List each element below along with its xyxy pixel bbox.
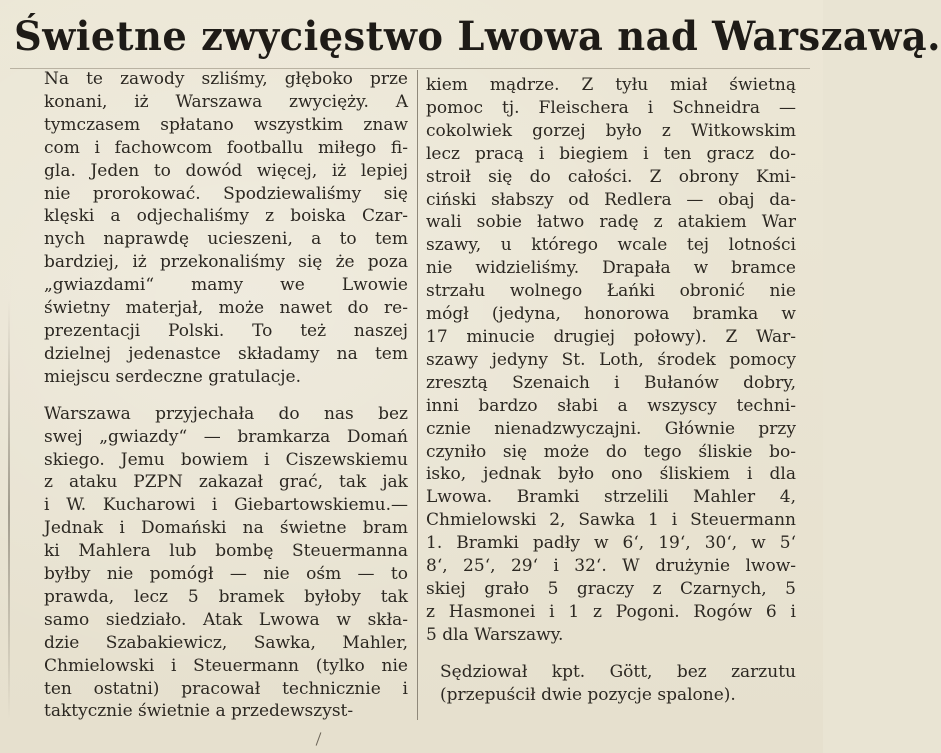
text-line: nych naprawdę ucieszeni, a to tem: [44, 229, 408, 250]
text-line: nie widzieliśmy. Drapała w bramce: [426, 258, 796, 279]
text-line: z ataku PZPN zakazał grać, tak jak: [44, 472, 408, 493]
text-line: inni bardzo słabi a wszyscy techni-: [426, 395, 796, 416]
text-line: swej „gwiazdy“ — bramkarza Domań: [44, 426, 408, 447]
text-line: miejscu serdeczne gratulacje.: [44, 366, 301, 387]
text-line: gla. Jeden to dowód więcej, iż lepiej: [44, 160, 408, 181]
article-paragraph: [30, 68, 408, 389]
column-divider: [417, 70, 418, 720]
article-column-left: [30, 68, 408, 723]
headline: Świetne zwycięstwo Lwowa nad Warszawą.: [14, 13, 941, 60]
text-line: „gwiazdami“ mamy we Lwowie: [44, 275, 408, 296]
text-line: Chmielowski i Steuermann (tylko nie: [44, 655, 408, 676]
paragraph-gap: [30, 389, 408, 403]
text-line: com i fachowcom footballu miłego fi-: [44, 137, 408, 158]
text-line: ten ostatni) pracował technicznie i: [44, 678, 408, 699]
text-line: lecz pracą i biegiem i ten gracz do-: [426, 143, 796, 164]
text-line: i W. Kucharowi i Giebartowskiemu.—: [44, 495, 408, 516]
text-line: dzielnej jedenastce składamy na tem: [44, 343, 408, 364]
text-line: bardziej, iż przekonaliśmy się że poza: [44, 252, 408, 273]
text-line: stroił się do całości. Z obrony Kmi-: [426, 166, 796, 187]
text-line: Chmielowski 2, Sawka 1 i Steuermann: [426, 510, 796, 531]
text-line: zresztą Szenaich i Bułanów dobry,: [426, 372, 796, 393]
article-paragraph: [426, 661, 796, 707]
text-line: prawda, lecz 5 bramek byłoby tak: [44, 586, 408, 607]
text-line: Warszawa przyjechała do nas bez: [44, 403, 408, 424]
text-line: z Hasmonei i 1 z Pogoni. Rogów 6 i: [426, 601, 796, 622]
text-line: klęski a odjechaliśmy z boiska Czar-: [44, 206, 408, 227]
article-paragraph: [426, 74, 796, 647]
text-line: dzie Szabakiewicz, Sawka, Mahler,: [44, 632, 408, 653]
text-line: 1. Bramki padły w 6‘, 19‘, 30‘, w 5‘: [426, 533, 796, 554]
text-line: nie prorokować. Spodziewaliśmy się: [44, 183, 408, 204]
text-line: taktycznie świetnie a przedewszyst-: [44, 701, 354, 722]
text-line: cokolwiek gorzej było z Witkowskim: [426, 120, 796, 141]
text-line: Jednak i Domański na świetne bram: [44, 518, 408, 539]
text-line: 8‘, 25‘, 29‘ i 32‘. W drużynie lwow-: [426, 556, 796, 577]
paragraph-gap: [426, 647, 796, 661]
article-column-right: [426, 74, 796, 706]
text-line: prezentacji Polski. To też naszej: [44, 320, 408, 341]
text-line: skiego. Jemu bowiem i Ciszewskiemu: [44, 449, 408, 470]
text-line: ciński słabszy od Redlera — obaj da-: [426, 189, 796, 210]
text-line: 17 minucie drugiej połowy). Z War-: [426, 326, 796, 347]
text-line: świetny materjał, może nawet do re-: [44, 298, 408, 319]
text-line: cznie nienadzwyczajni. Głównie przy: [426, 418, 796, 439]
text-line: strzału wolnego Łańki obronić nie: [426, 281, 796, 302]
text-line: isko, jednak było ono śliskiem i dla: [426, 464, 796, 485]
text-line: skiej grało 5 graczy z Czarnych, 5: [426, 578, 796, 599]
text-line: byłby nie pomógł — nie ośm — to: [44, 564, 408, 585]
article-paragraph: [30, 403, 408, 724]
text-line: szawy, u którego wcale tej lotności: [426, 235, 796, 256]
text-line: szawy jedyny St. Loth, środek pomocy: [426, 349, 796, 370]
text-line: 5 dla Warszawy.: [426, 624, 564, 645]
scan-mark: [316, 732, 322, 745]
text-line: mógł (jedyna, honorowa bramka w: [426, 304, 796, 325]
scan-edge-shadow: [8, 300, 10, 720]
text-line: konani, iż Warszawa zwycięży. A: [44, 91, 408, 112]
text-line: Sędziował kpt. Gött, bez zarzutu: [440, 661, 796, 682]
text-line: Lwowa. Bramki strzelili Mahler 4,: [426, 487, 796, 508]
text-line: tymczasem spłatano wszystkim znaw: [44, 114, 408, 135]
text-line: wali sobie łatwo radę z atakiem War: [426, 212, 796, 233]
text-line: Na te zawody szliśmy, głęboko prze: [44, 69, 408, 89]
text-line: pomoc tj. Fleischera i Schneidra —: [426, 97, 796, 118]
text-line: kiem mądrze. Z tyłu miał świetną: [426, 75, 796, 95]
text-line: (przepuścił dwie pozycje spalone).: [440, 684, 736, 705]
text-line: czyniło się może do tego śliskie bo-: [426, 441, 796, 462]
text-line: samo siedziało. Atak Lwowa w skła-: [44, 609, 408, 630]
text-line: ki Mahlera lub bombę Steuermanna: [44, 541, 408, 562]
